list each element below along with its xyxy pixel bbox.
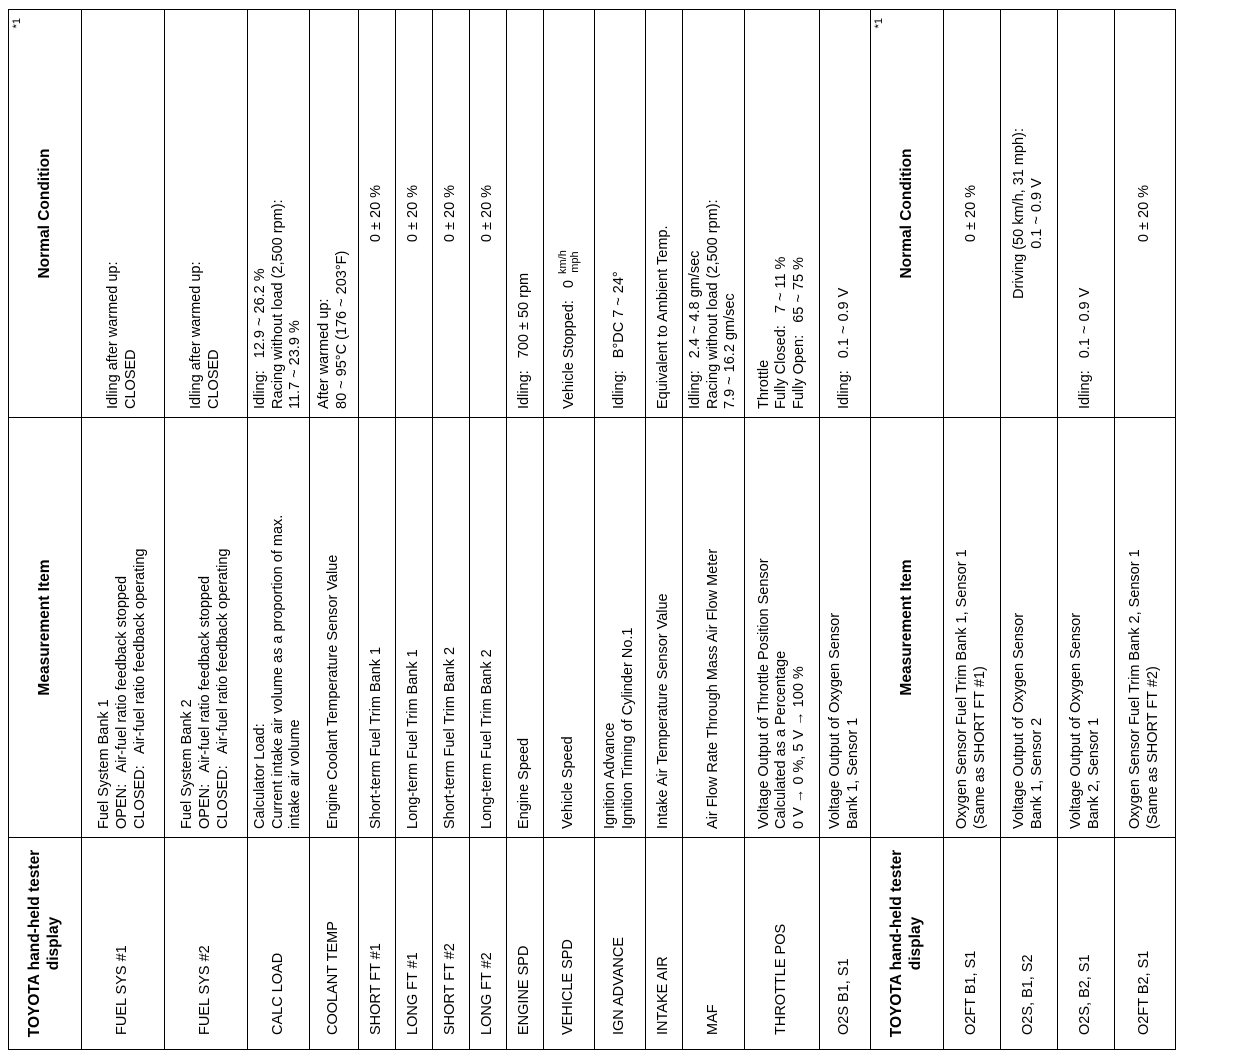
speed-unit-label: km/h [556,250,569,274]
normal-condition-line: CLOSED [206,349,222,409]
normal-condition-line: Driving (50 km/h, 31 mph): [1011,128,1028,299]
measurement-item-cell [820,418,871,838]
normal-condition-line: 0 ± 20 % [1136,184,1153,243]
normal-condition-cell [1001,10,1058,418]
normal-condition-cell [683,10,745,418]
tester-display-cell: O2S B1, S1 [820,838,871,1050]
measurement-item-line: Calculated as a Percentage [773,650,790,829]
measurement-item-line: Bank 1, Sensor 2 [1029,717,1046,829]
normal-condition-cell [595,10,646,418]
tester-display-cell: ENGINE SPD [507,838,544,1050]
tester-display-cell: CALC LOAD [248,838,310,1050]
normal-condition-line: Vehicle Stopped: 0 [560,280,577,409]
normal-condition-cell [82,10,165,418]
measurement-item-cell [1058,418,1115,838]
normal-condition-line: Idling: 700 ± 50 rpm [516,272,533,409]
normal-condition-line: Idling after warmed up: [105,261,122,409]
tester-display-cell: FUEL SYS #1 [82,838,165,1050]
normal-condition-line: 0 ± 20 % [368,184,385,243]
measurement-item-line: Engine Coolant Temperature Sensor Value [325,554,342,829]
normal-condition-line: 0 ± 20 % [405,184,422,243]
tester-display-cell: O2S, B2, S1 [1058,838,1115,1050]
tester-display-cell: O2S, B1, S2 [1001,838,1058,1050]
normal-condition-line: Idling: 0.1 ~ 0.9 V [836,287,853,409]
measurement-item-line: Voltage Output of Oxygen Sensor [1011,612,1028,829]
normal-condition-line: 0 ± 20 % [442,184,459,243]
measurement-item-cell [745,418,820,838]
measurement-item-cell [507,418,544,838]
normal-condition-cell [646,10,683,418]
measurement-item-line: OPEN: Air-fuel ratio feedback stopped [114,575,131,829]
measurement-item-line: Voltage Output of Oxygen Sensor [1068,612,1085,829]
measurement-item-line: (Same as SHORT FT #2) [1145,666,1162,829]
tester-display-cell: THROTTLE POS [745,838,820,1050]
table-row [745,10,820,1050]
measurement-item-cell [470,418,507,838]
measurement-item-cell [165,418,248,838]
measurement-item-line: Short-term Fuel Trim Bank 2 [442,646,459,829]
measurement-item-line: Air Flow Rate Through Mass Air Flow Meter [704,548,721,829]
normal-condition-line: CLOSED [123,349,139,409]
header-normal-condition-label: Normal Condition [35,148,53,279]
tester-display-cell: LONG FT #1 [396,838,433,1050]
table-row [544,10,595,1050]
measurement-item-cell [433,418,470,838]
normal-condition-line: 0 ± 20 % [479,184,496,243]
measurement-item-line: 0 V → 0 %, 5 V → 100 % [790,666,807,829]
tester-display-cell: MAF [683,838,745,1050]
measurement-item-cell [248,418,310,838]
normal-condition-line: Fully Open: 65 ~ 75 % [790,257,807,409]
data-list-table [8,9,1176,1050]
measurement-item-line: (Same as SHORT FT #1) [972,666,989,829]
measurement-item-line: Long-term Fuel Trim Bank 2 [479,649,496,829]
measurement-item-cell [595,418,646,838]
normal-condition-cell [165,10,248,418]
normal-condition-cell [1058,10,1115,418]
normal-condition-line: 11.7 ~ 23.9 % [287,320,304,409]
normal-condition-line: Idling: 0.1 ~ 0.9 V [1077,287,1094,409]
tester-display-cell: FUEL SYS #2 [165,838,248,1050]
table-row [82,10,165,1050]
measurement-item-cell [310,418,359,838]
normal-condition-line: Racing without load (2,500 rpm): [269,199,286,409]
normal-condition-cell [1115,10,1176,418]
normal-condition-line: 7.9 ~ 16.2 gm/sec [722,293,739,409]
table-row [646,10,683,1050]
table-row [1058,10,1115,1050]
normal-condition-cell [433,10,470,418]
measurement-item-line: Vehicle Speed [560,736,577,829]
speed-units [557,250,581,274]
footnote-mark: *1 [11,18,23,29]
measurement-item-cell [396,418,433,838]
measurement-item-line: Fuel System Bank 1 [96,699,113,829]
measurement-item-line: Current intake air volume as a proportion of max. [269,514,286,829]
measurement-item-cell [944,418,1001,838]
table-row [507,10,544,1050]
speed-unit-label: mph [569,251,582,273]
table-row [310,10,359,1050]
normal-condition-line: Idling after warmed up: [188,261,205,409]
measurement-item-line: Bank 1, Sensor 1 [845,717,862,829]
table-row [165,10,248,1050]
table-row [595,10,646,1050]
subheader-tester-display: TOYOTA hand-held tester display [871,838,944,1050]
measurement-item-line: Calculator Load: [252,723,268,829]
measurement-item-line: Engine Speed [516,737,533,829]
normal-condition-cell [396,10,433,418]
measurement-item-cell [544,418,595,838]
normal-condition-line: Throttle [755,359,772,409]
header-tester-display: TOYOTA hand-held tester display [9,838,82,1050]
normal-condition-cell [544,10,595,418]
normal-condition-cell [359,10,396,418]
measurement-item-line: Ignition Advance [602,722,619,829]
tester-display-cell: IGN ADVANCE [595,838,646,1050]
normal-condition-cell [310,10,359,418]
measurement-item-cell [1115,418,1176,838]
measurement-item-line: CLOSED: Air-fuel ratio feedback operating [214,548,231,829]
normal-condition-line: Equivalent to Ambient Temp. [655,225,672,409]
normal-condition-line: Idling: 12.9 ~ 26.2 % [252,268,268,409]
normal-condition-line: Idling: B°DC 7 ~ 24° [611,271,628,409]
tester-display-cell: SHORT FT #2 [433,838,470,1050]
measurement-item-line: Intake Air Temperature Sensor Value [655,593,672,829]
measurement-item-line: Long-term Fuel Trim Bank 1 [405,649,422,829]
measurement-item-cell [646,418,683,838]
table-subheader-row [871,10,944,1050]
tester-display-cell: SHORT FT #1 [359,838,396,1050]
measurement-item-line: Fuel System Bank 2 [179,699,196,829]
tester-display-cell: VEHICLE SPD [544,838,595,1050]
header-normal-condition [9,10,82,418]
normal-condition-line: 80 ~ 95°C (176 ~ 203°F) [334,250,351,409]
table-row [944,10,1001,1050]
table-row [433,10,470,1050]
measurement-item-line: CLOSED: Air-fuel ratio feedback operating [131,548,148,829]
tester-display-cell: COOLANT TEMP [310,838,359,1050]
normal-condition-line: 0 ± 20 % [963,184,980,243]
tester-display-cell: O2FT B1, S1 [944,838,1001,1050]
measurement-item-line: intake air volume [287,719,304,829]
normal-condition-line: 0.1 ~ 0.9 V [1029,178,1046,249]
tester-display-cell: LONG FT #2 [470,838,507,1050]
measurement-item-line: Voltage Output of Oxygen Sensor [827,612,844,829]
normal-condition-line: Racing without load (2,500 rpm): [704,199,721,409]
measurement-item-cell [82,418,165,838]
table-row [1115,10,1176,1050]
subheader-normal-condition [871,10,944,418]
measurement-item-line: Short-term Fuel Trim Bank 1 [368,646,385,829]
measurement-item-line: Oxygen Sensor Fuel Trim Bank 1, Sensor 1 [954,549,971,829]
table-row [248,10,310,1050]
measurement-item-line: Oxygen Sensor Fuel Trim Bank 2, Sensor 1 [1127,549,1144,829]
table-row [683,10,745,1050]
measurement-item-line: OPEN: Air-fuel ratio feedback stopped [197,575,214,829]
measurement-item-line: Bank 2, Sensor 1 [1086,717,1103,829]
tester-display-cell: O2FT B2, S1 [1115,838,1176,1050]
normal-condition-cell [470,10,507,418]
header-measurement-item: Measurement Item [9,418,82,838]
table-row [1001,10,1058,1050]
normal-condition-line: Idling: 2.4 ~ 4.8 gm/sec [687,250,704,409]
subheader-measurement-item: Measurement Item [871,418,944,838]
measurement-item-cell [1001,418,1058,838]
table-row [470,10,507,1050]
normal-condition-cell [944,10,1001,418]
tester-display-cell: INTAKE AIR [646,838,683,1050]
subheader-normal-condition-label: Normal Condition [897,148,915,279]
normal-condition-cell [745,10,820,418]
footnote-mark: *1 [873,18,886,29]
measurement-item-cell [683,418,745,838]
table-header-row [9,10,82,1050]
table-row [820,10,871,1050]
normal-condition-line: After warmed up: [316,298,333,409]
table-row [396,10,433,1050]
normal-condition-cell [507,10,544,418]
normal-condition-cell [248,10,310,418]
table-row [359,10,396,1050]
normal-condition-cell [820,10,871,418]
measurement-item-line: Ignition Timing of Cylinder No.1 [620,627,637,829]
measurement-item-line: Voltage Output of Throttle Position Sensor [755,558,772,829]
normal-condition-line: Fully Closed: 7 ~ 11 % [773,256,790,409]
measurement-item-cell [359,418,396,838]
